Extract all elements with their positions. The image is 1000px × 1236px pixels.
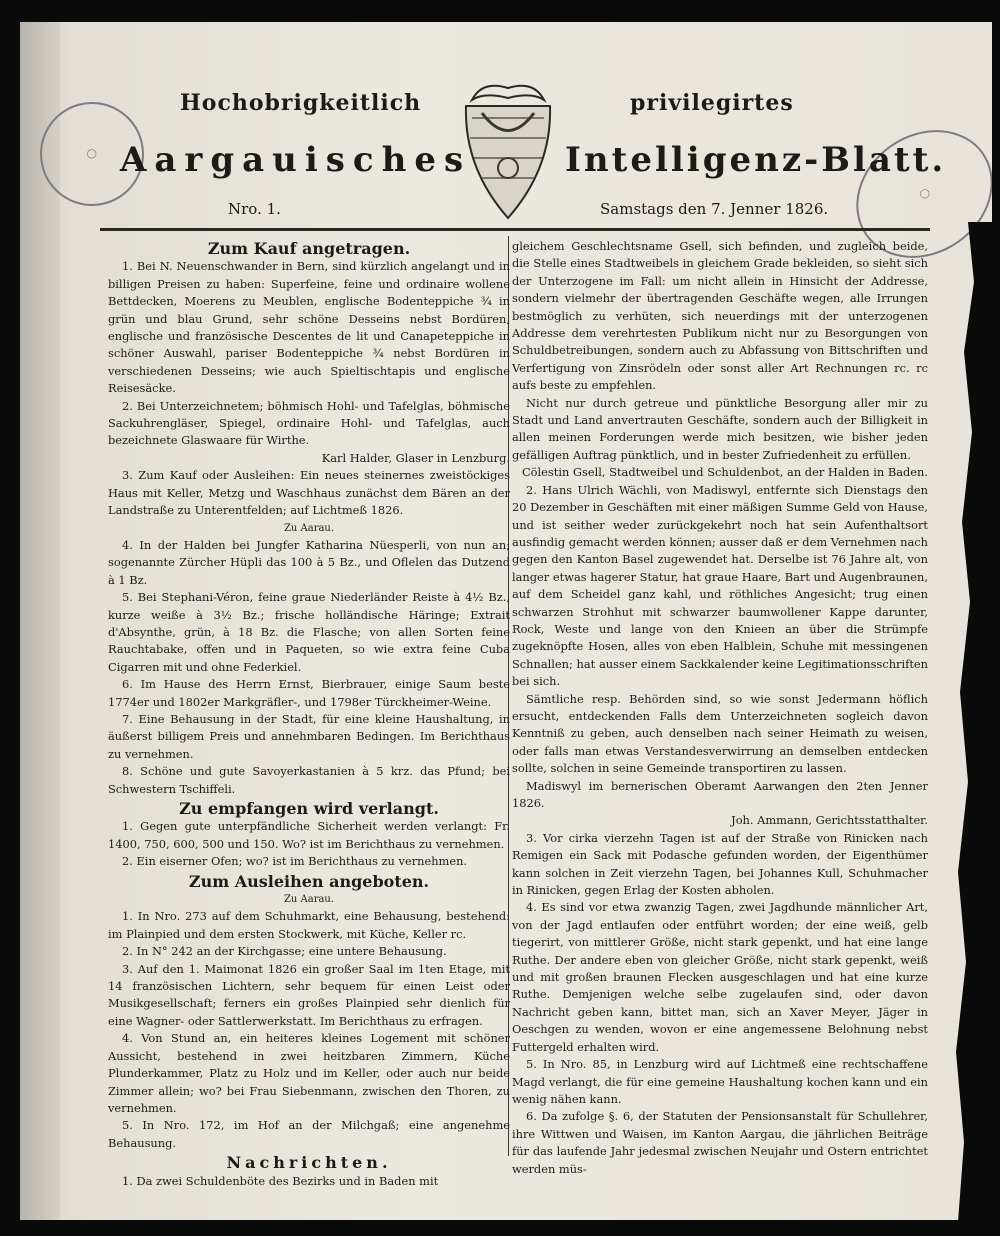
masthead-title-left: Aargauisches xyxy=(120,140,472,180)
notice: 3. Auf den 1. Maimonat 1826 ein großer Saal im 1ten Etage, mit 14 französischen Lichtern, sehr bequem für einen Leist oder Musikgesellschaft; ferners ein großes Plainpied sehr dienlich für eine Wagner- oder Sattlerwerkstatt. Im Berichthaus zu erfragen. xyxy=(108,961,510,1028)
library-stamp-left: ◯ xyxy=(21,83,163,225)
notice: 6. Im Hause des Herrn Ernst, Bierbrauer, einige Saum beste 1774er und 1802er Markgräfler-, und 1798er Türckheimer-Weine. xyxy=(108,677,510,709)
notice: 4. Es sind vor etwa zwanzig Tagen, zwei Jagdhunde männlicher Art, von der Jagd entlaufen oder entführt worden; der eine weiß, gelb tiegerirt, von mittlerer Größe, nicht stark gepenkt, und hat eine lange Ruthe. Der andere eben von gleicher Größe, nicht stark gepenkt, weiß und mit großen braunen Flecken ausgeschlagen und hat eine kurze Ruthe. Demjenigen welche selbe zugelaufen sind, oder davon Nachricht geben kann, bittet man, sich an Xaver Meyer, Jäger in Oeschgen zu wenden, wovon er eine angemessene Belohnung nebst Futtergeld erhalten wird. xyxy=(512,900,928,1054)
notice: 2. Hans Ulrich Wächli, von Madiswyl, entfernte sich Dienstags den 20 Dezember in Geschäften mit einer mäßigen Summe Geld von Hause, und ist seither weder zurückgekehrt noch hat sein Aufenthaltsort ausfindig gemacht werden können; ausser daß er dem Vernehmen nach gegen den Kanton Basel zugewendet hat. Derselbe ist 76 Jahre alt, von langer etwas hagerer Statur, hat graue Haare, Bart und Augenbraunen, auf dem Scheidel ganz kahl, und röthliches Angesicht; trug einen schwarzen Strohhut mit schwarzer baumwollener Kappe darunter, Rock, Weste und lange von den Knieen an über die Strümpfe zugeknöpfte Hosen, alles von eben Halblein, Schuhe mit messingenen Schnallen; hat ausser einem Sackkalender keine Legitimationsschriften bei sich. xyxy=(512,482,928,689)
notice: 1. Gegen gute unterpfändliche Sicherheit werden verlangt: Fr. 1400, 750, 600, 500 und 150. Wo? ist im Berichthaus zu vernehmen. xyxy=(108,819,510,851)
notice: 2. Ein eiserner Ofen; wo? ist im Berichthaus zu vernehmen. xyxy=(122,854,468,869)
notice: 1. In Nro. 273 auf dem Schuhmarkt, eine Behausung, bestehend: im Plainpied und dem ersten Stockwerk, mit Küche, Keller rc. xyxy=(108,909,510,941)
header-rule xyxy=(100,228,930,231)
issue-number: Nro. 1. xyxy=(228,200,281,218)
place-label: Zu Aarau. xyxy=(283,522,335,534)
torn-page-edge xyxy=(928,222,992,1220)
library-stamp-right: ◯ xyxy=(831,104,992,284)
right-column xyxy=(512,238,928,1178)
coat-of-arms-icon xyxy=(452,78,564,228)
notice: gleichem Geschlechtsname Gsell, sich befinden, und zugleich beide, die Stelle eines Stadtweibels in gleichem Grade bekleiden, so sieht sich der Unterzogene im Fall: um nicht allein in Hinsicht der Addresse, sondern vielmehr der übertragenden Geschäfte wegen, alle Irrungen bestmöglich zu verhüten, sich neuerdings mit der unterzogenen Addresse dem verehrtesten Publikum nicht nur zu Besorgungen von Schuldbetreibungen, sondern auch zu Abfassung von Bittschriften und Verfertigung von Zinsrödeln oder sonst aller Art Rechnungen rc. rc aufs beste zu empfehlen. xyxy=(512,239,928,393)
signature: Cölestin Gsell, Stadtweibel und Schuldenbot, an der Halden in Baden. xyxy=(521,465,928,480)
notice: Nicht nur durch getreue und pünktliche Besorgung aller mir zu Stadt und Land anvertrauten Geschäfte, sondern auch der Billigkeit in allen meinen Forderungen werde mich besitzen, wie bisher jeden gefälligen Auftrag pünktlich, und in bester Zufriedenheit zu erfüllen. xyxy=(512,395,928,462)
signature: Joh. Ammann, Gerichtsstatthalter. xyxy=(731,813,928,828)
notice: 6. Da zufolge §. 6, der Statuten der Pensionsanstalt für Schullehrer, ihre Wittwen und Waisen, im Kanton Aargau, die jährlichen Beiträge für das laufende Jahr jedesmal zwischen Neujahr und Ostern entrichtet werden müs- xyxy=(512,1109,928,1176)
notice: 2. Bei Unterzeichnetem; böhmisch Hohl- und Tafelglas, böhmische Sackuhrengläser, Spiegel, ordinaire Hohl- und Tafelglas, auch bezeichnete Glaswaare für Wirthe. xyxy=(108,398,510,448)
notice: 8. Schöne und gute Savoyerkastanien à 5 krz. das Pfund; bei Schwestern Tschiffeli. xyxy=(108,764,510,796)
notice: Sämtliche resp. Behörden sind, so wie sonst Jedermann höflich ersucht, entdeckenden Falls dem Unterzeichneten sogleich davon Kenntniß zu geben, auch denselben nach seiner Heimath zu weisen, oder falls man etwas Verstandesverwirrung an demselben entdecken sollte, solchen in seine Gemeinde transportiren zu lassen. xyxy=(512,691,928,776)
section-heading-empfangen: Zu empfangen wird verlangt. xyxy=(179,799,439,818)
notice: 1. Da zwei Schuldenböte des Bezirks und in Baden mit xyxy=(122,1173,439,1188)
notice: 3. Vor cirka vierzehn Tagen ist auf der Straße von Rinicken nach Remigen ein Sack mit Podasche gefunden worden, der Eigenthümer kann solchen in Zeit vierzehn Tagen, bei Johannes Kull, Schuhmacher in Rinicken, gegen Erlag der Kosten abholen. xyxy=(512,830,928,898)
notice: 3. Zum Kauf oder Ausleihen: Ein neues steinernes zweistöckiges Haus mit Keller, Metzg und Waschhaus zunächst dem Bären an der Landstraße zu Unterentfelden; auf Lichtmeß 1826. xyxy=(108,468,510,518)
page-binding xyxy=(20,22,60,1220)
notice: 1. Bei N. Neuenschwander in Bern, sind kürzlich angelangt und in billigen Preisen zu haben: Superfeine, feine und ordinaire wollene Bettdecken, Moerens zu Meublen, englische Bodenteppiche ¾ in grün und blau Grund, sehr schöne Desseins nebst Bordüren, englische und französische Descentes de lit und Canapeteppiche in schöner Auswahl, pariser Bodenteppiche ¾ nebst Bordüren in verschiedenen Desseins; wie auch Spieltischtapis und englische Reisesäcke. xyxy=(108,259,510,396)
notice: 7. Eine Behausung in der Stadt, für eine kleine Haushaltung, in äußerst billigem Preis und annehmbaren Bedingen. Im Berichthaus zu vernehmen. xyxy=(108,711,510,761)
notice: 5. Bei Stephani-Véron, feine graue Niederländer Reiste à 4½ Bz., kurze weiße à 3½ Bz.; frische holländische Häringe; Extrait d'Absynthe, grün, à 18 Bz. die Flasche; von allen Sorten feine Rauchtabake, offen und in Paqueten, so wie extra feine Cuba Cigarren mit und ohne Federkiel. xyxy=(108,590,510,674)
notice: 4. Von Stund an, ein heiteres kleines Logement mit schöner Aussicht, bestehend in zwei heitzbaren Zimmern, Küche Plunderkammer, Platz zu Holz und im Keller, oder auch nur beide Zimmer allein; wo? bei Frau Siebenmann, zwischen den Thoren, zu vernehmen. xyxy=(108,1031,510,1115)
notice: 4. In der Halden bei Jungfer Katharina Nüesperli, von nun an; sogenannte Zürcher Hüpli das 100 à 5 Bz., und Oflelen das Dutzend à 1 Bz. xyxy=(108,537,510,587)
notice: 5. In Nro. 172, im Hof an der Milchgaß; eine angenehme Behausung. xyxy=(108,1118,510,1150)
masthead-line1-left: Hochobrigkeitlich xyxy=(180,90,422,116)
newspaper-page xyxy=(20,22,992,1220)
issue-date: Samstags den 7. Jenner 1826. xyxy=(600,200,829,218)
section-heading-nachrichten: Nachrichten. xyxy=(226,1153,392,1173)
left-column xyxy=(108,238,510,1190)
section-heading-ausleihen: Zum Ausleihen angeboten. xyxy=(188,871,430,891)
notice: 5. In Nro. 85, in Lenzburg wird auf Lichtmeß eine rechtschaffene Magd verlangt, die für eine gemeine Haushaltung kochen kann und ein wenig nähen kann. xyxy=(512,1057,928,1106)
place-label: Zu Aarau. xyxy=(283,894,335,906)
signature: Karl Halder, Glaser in Lenzburg. xyxy=(321,450,510,465)
notice: 2. In N° 242 an der Kirchgasse; eine untere Behausung. xyxy=(122,944,447,959)
notice: Madiswyl im bernerischen Oberamt Aarwangen den 2ten Jenner 1826. xyxy=(512,778,928,810)
masthead-line1-right: privilegirtes xyxy=(630,90,794,116)
section-heading-kauf: Zum Kauf angetragen. xyxy=(207,239,411,258)
masthead-title-right: Intelligenz-Blatt. xyxy=(565,140,947,180)
